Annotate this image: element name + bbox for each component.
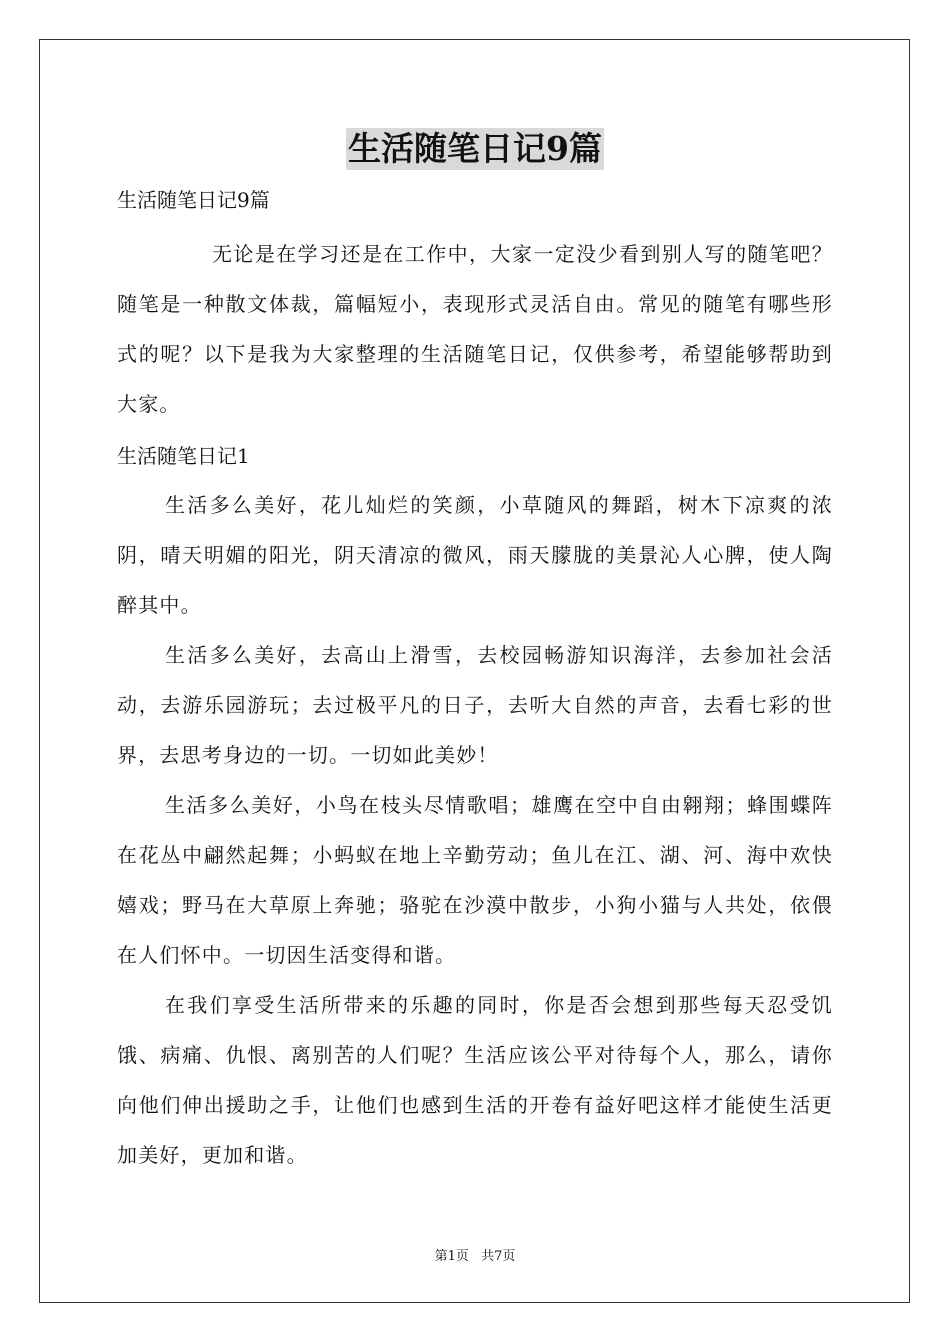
document-subtitle: 生活随笔日记9篇 (117, 188, 270, 212)
document-body (117, 180, 833, 1180)
section-heading: 生活随笔日记1 (117, 444, 250, 468)
intro-paragraph: 无论是在学习还是在工作中，大家一定没少看到别人写的随笔吧？随笔是一种散文体裁，篇幅短小，表现形式灵活自由。常见的随笔有哪些形式的呢？以下是我为大家整理的生活随笔日记，仅供参考，希望能够帮助到大家。 (117, 242, 833, 416)
body-paragraph: 生活多么美好，去高山上滑雪，去校园畅游知识海洋，去参加社会活动，去游乐园游玩；去过极平凡的日子，去听大自然的声音，去看七彩的世界，去思考身边的一切。一切如此美妙！ (117, 643, 833, 767)
document-title: 生活随笔日记9篇 (348, 129, 602, 168)
page-footer (0, 1249, 950, 1265)
body-paragraph: 生活多么美好，小鸟在枝头尽情歌唱；雄鹰在空中自由翱翔；蜂围蝶阵在花丛中翩然起舞；小蚂蚁在地上辛勤劳动；鱼儿在江、湖、河、海中欢快嬉戏；野马在大草原上奔驰；骆驼在沙漠中散步，小狗小猫与人共处，依偎在人们怀中。一切因生活变得和谐。 (117, 793, 833, 967)
page-number-current: 第1页 (434, 1249, 469, 1264)
title-wrap (0, 128, 950, 170)
page-number-total: 共7页 (481, 1249, 516, 1264)
body-paragraph: 在我们享受生活所带来的乐趣的同时，你是否会想到那些每天忍受饥饿、病痛、仇恨、离别苦的人们呢？生活应该公平对待每个人，那么，请你向他们伸出援助之手，让他们也感到生活的开卷有益好吧这样才能使生活更加美好，更加和谐。 (117, 993, 833, 1167)
body-paragraph: 生活多么美好，花儿灿烂的笑颜，小草随风的舞蹈，树木下凉爽的浓阴，晴天明媚的阳光，阴天清凉的微风，雨天朦胧的美景沁人心脾，使人陶醉其中。 (117, 493, 833, 617)
